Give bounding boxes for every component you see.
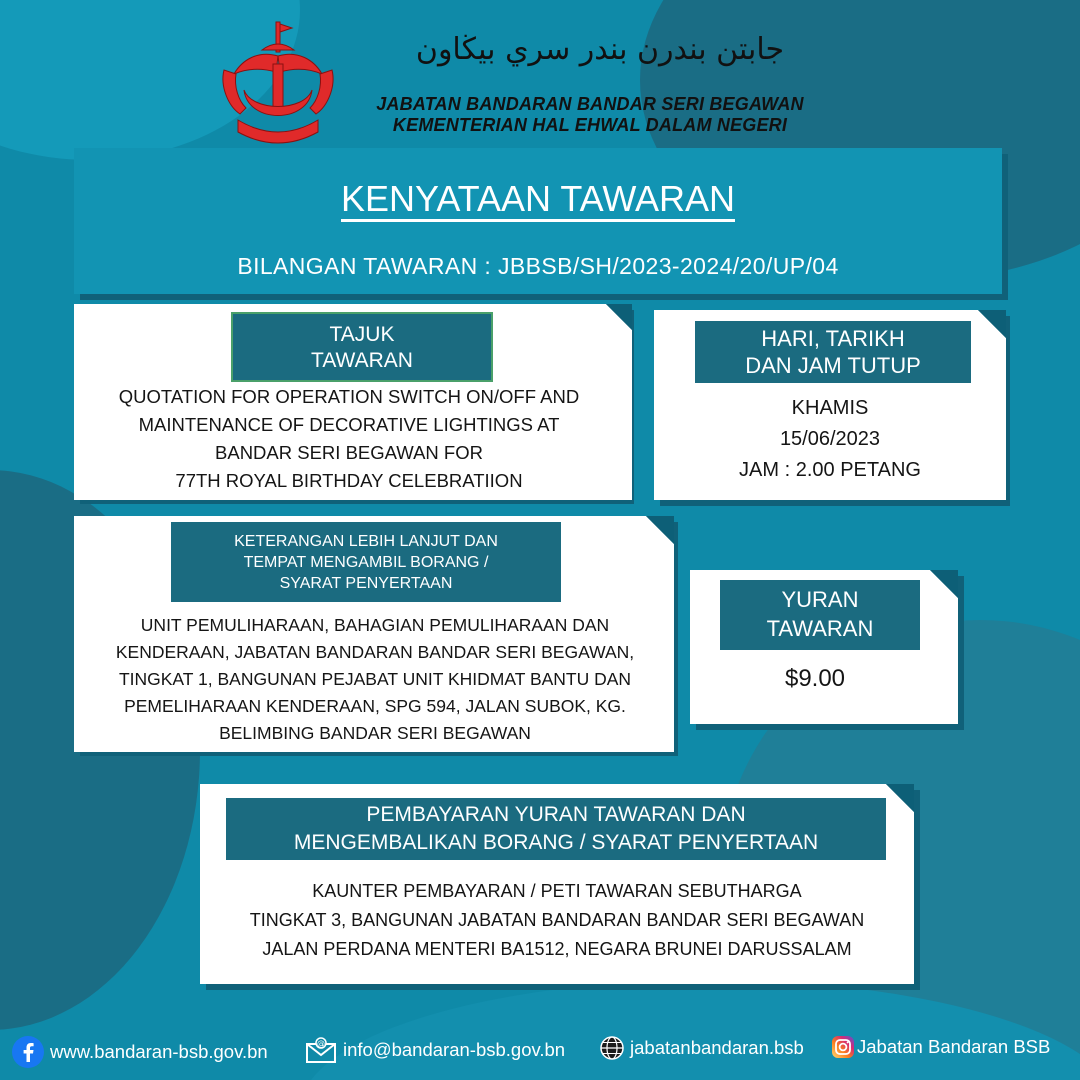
instagram-icon [832,1036,854,1058]
panel-fold [930,570,958,598]
email-link[interactable]: @ info@bandaran-bsb.gov.bn [305,1036,565,1064]
closing-time: JAM : 2.00 PETANG [739,459,921,481]
panel-fold [978,310,1006,338]
tajuk-description: QUOTATION FOR OPERATION SWITCH ON/OFF AND MAINTENANCE OF DECORATIVE LIGHTINGS AT BANDAR SERI BEGAWAN FOR 77TH ROYAL BIRTHDAY CELEBRATIION [118,386,580,491]
tender-reference: BILANGAN TAWARAN : JBBSB/SH/2023-2024/20/UP/04 [237,253,839,279]
keterangan-address: UNIT PEMULIHARAAN, BAHAGIAN PEMULIHARAAN DAN KENDERAAN, JABATAN BANDARAN BANDAR SERI BEGAWAN, TINGKAT 1, BANGUNAN PEJABAT UNIT KHIDMAT BANTU DAN PEMELIHARAAN KENDERAAN, SPG 594, JALAN SUBOK, KG. BELIMBING BANDAR SERI BEGAWAN [115,615,635,743]
panel-fold [886,784,914,812]
instagram-link[interactable]: Jabatan Bandaran BSB [832,1036,1050,1058]
yuran-amount: $9.00 [784,665,846,692]
department-name: JABATAN BANDARAN BANDAR SERI BEGAWAN [376,94,804,114]
title-panel [74,148,1002,294]
closing-label: HARI, TARIKH DAN JAM TUTUP [695,321,971,383]
mail-icon [305,1036,337,1064]
keterangan-label: KETERANGAN LEBIH LANJUT DAN TEMPAT MENGAMBIL BORANG / SYARAT PENYERTAAN [171,522,561,602]
brunei-crest-icon [218,20,338,144]
facebook-icon [12,1036,44,1068]
closing-day: KHAMIS [791,397,869,419]
website-link[interactable]: www.bandaran-bsb.gov.bn [12,1036,268,1068]
web-handle-link[interactable]: jabatanbandaran.bsb [600,1036,804,1060]
pembayaran-label: PEMBAYARAN YURAN TAWARAN DAN MENGEMBALIKAN BORANG / SYARAT PENYERTAAN [226,798,886,860]
yuran-label: YURAN TAWARAN [720,580,920,650]
pembayaran-address: KAUNTER PEMBAYARAN / PETI TAWARAN SEBUTHARGA TINGKAT 3, BANGUNAN JABATAN BANDARAN BANDAR SERI BEGAWAN JALAN PERDANA MENTERI BA1512, NEGARA BRUNEI DARUSSALAM [249,881,865,959]
notice-title: KENYATAAN TAWARAN [341,178,735,222]
globe-icon [600,1036,624,1060]
closing-date: 15/06/2023 [779,428,881,450]
panel-fold [606,304,632,330]
footer [0,1028,1080,1072]
panel-fold [646,516,674,544]
jawi-title: جابتن بندرن بندر سري بيڬاون [415,32,785,67]
tajuk-label: TAJUK TAWARAN [231,312,493,382]
svg-text:@: @ [317,1039,325,1048]
header [200,14,860,144]
closing-details [654,393,1006,486]
ministry-name: KEMENTERIAN HAL EHWAL DALAM NEGERI [392,115,788,135]
